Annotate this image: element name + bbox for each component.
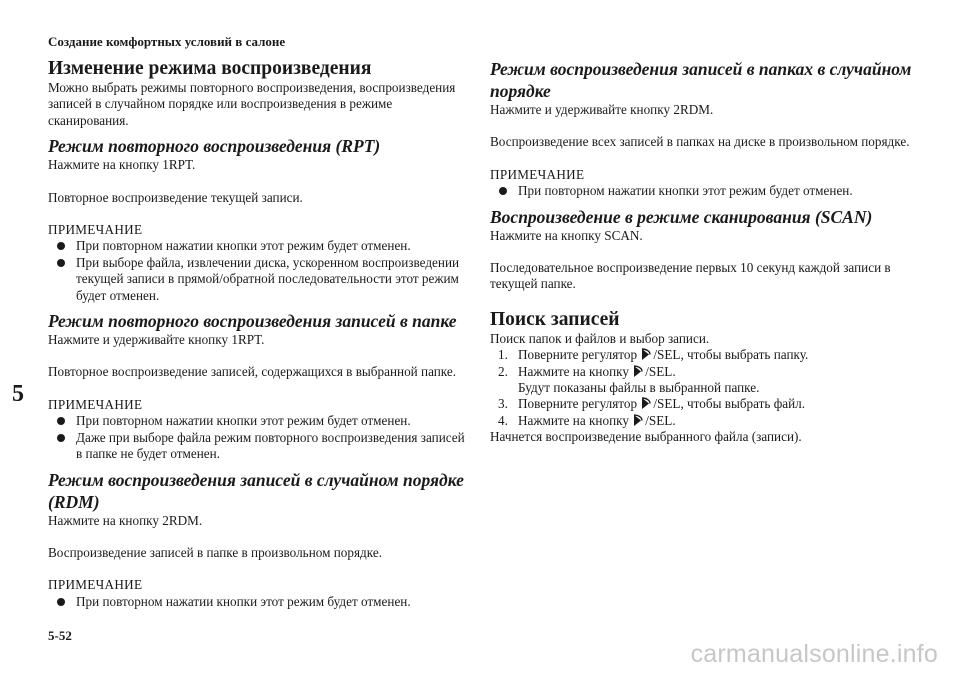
search-intro: Поиск папок и файлов и выбор записи. xyxy=(490,330,710,346)
rdm-action: Нажмите на кнопку 2RDM. xyxy=(48,512,203,528)
rpt-description: Повторное воспроизведение текущей записи. xyxy=(48,189,303,205)
rpt-folder-note-label: ПРИМЕЧАНИЕ xyxy=(48,396,143,412)
rpt-title: Режим повторного воспроизведения (RPT) xyxy=(48,136,381,157)
rpt-note-2: При выборе файла, извлечении диска, ускоренном воспроизведении текущей записи в прямой/обратной последовательности этот режим будет отменен. xyxy=(48,255,468,304)
watermark: carmanualsonline.info xyxy=(690,640,938,668)
rpt-note-1: При повторном нажатии кнопки этот режим будет отменен. xyxy=(48,238,468,254)
rdm-folders-description: Воспроизведение всех записей в папках на диске в произвольном порядке. xyxy=(490,134,910,150)
running-header: Создание комфортных условий в салоне xyxy=(48,34,286,49)
scan-description: Последовательное воспроизведение первых 10 секунд каждой записи в текущей папке. xyxy=(490,260,891,292)
bullet-icon xyxy=(57,259,65,267)
bullet-icon xyxy=(499,187,507,195)
intro-text: Можно выбрать режимы повторного воспроизведения, воспроизведения записей в случайном порядке или воспроизведения в режиме сканирования. xyxy=(48,80,456,128)
rdm-folders-note-1: При повторном нажатии кнопки этот режим будет отменен. xyxy=(490,183,920,199)
search-step-4: 4. Нажмите на кнопку /SEL. xyxy=(498,412,676,428)
left-column xyxy=(48,58,468,610)
scan-action: Нажмите на кнопку SCAN. xyxy=(490,227,643,243)
rpt-note-label: ПРИМЕЧАНИЕ xyxy=(48,222,143,238)
rdm-folders-title: Режим воспроизведения записей в папках в случайном порядке xyxy=(490,59,912,101)
main-title: Изменение режима воспроизведения xyxy=(48,58,372,79)
page-number: 5-52 xyxy=(48,628,72,643)
search-step-2: 2. Нажмите на кнопку /SEL. xyxy=(498,363,676,379)
right-column xyxy=(490,58,920,446)
bullet-icon xyxy=(57,598,65,606)
tune-knob-icon xyxy=(640,396,652,411)
rpt-action: Нажмите на кнопку 1RPT. xyxy=(48,157,196,173)
bullet-icon xyxy=(57,242,65,250)
bullet-icon xyxy=(57,417,65,425)
rpt-folder-title: Режим повторного воспроизведения записей в папке xyxy=(48,311,457,332)
rdm-description: Воспроизведение записей в папке в произвольном порядке. xyxy=(48,544,382,560)
rdm-title: Режим воспроизведения записей в случайном порядке (RDM) xyxy=(48,469,464,512)
tune-knob-icon xyxy=(640,347,652,362)
rpt-folder-note-2: Даже при выборе файла режим повторного воспроизведения записей в папке не будет отменен. xyxy=(48,430,468,463)
bullet-icon xyxy=(57,434,65,442)
search-step-1: 1. Поверните регулятор /SEL, чтобы выбрать папку. xyxy=(498,347,809,363)
rpt-folder-action: Нажмите и удерживайте кнопку 1RPT. xyxy=(48,332,265,348)
search-outro: Начнется воспроизведение выбранного файла (записи). xyxy=(490,429,802,445)
rpt-folder-description: Повторное воспроизведение записей, содержащихся в выбранной папке. xyxy=(48,364,457,380)
rdm-folders-note-label: ПРИМЕЧАНИЕ xyxy=(490,166,585,182)
tune-knob-icon xyxy=(632,413,644,428)
scan-title: Воспроизведение в режиме сканирования (SCAN) xyxy=(490,206,873,227)
search-title: Поиск записей xyxy=(490,308,620,330)
search-step-3: 3. Поверните регулятор /SEL, чтобы выбрать файл. xyxy=(498,396,806,412)
search-step-2-result: Будут показаны файлы в выбранной папке. xyxy=(518,380,760,396)
rpt-folder-note-1: При повторном нажатии кнопки этот режим будет отменен. xyxy=(48,413,468,429)
rdm-note-1: При повторном нажатии кнопки этот режим будет отменен. xyxy=(48,594,468,610)
rdm-folders-action: Нажмите и удерживайте кнопку 2RDM. xyxy=(490,102,714,117)
rdm-note-label: ПРИМЕЧАНИЕ xyxy=(48,577,143,593)
tune-knob-icon xyxy=(632,364,644,379)
chapter-number: 5 xyxy=(12,381,24,407)
